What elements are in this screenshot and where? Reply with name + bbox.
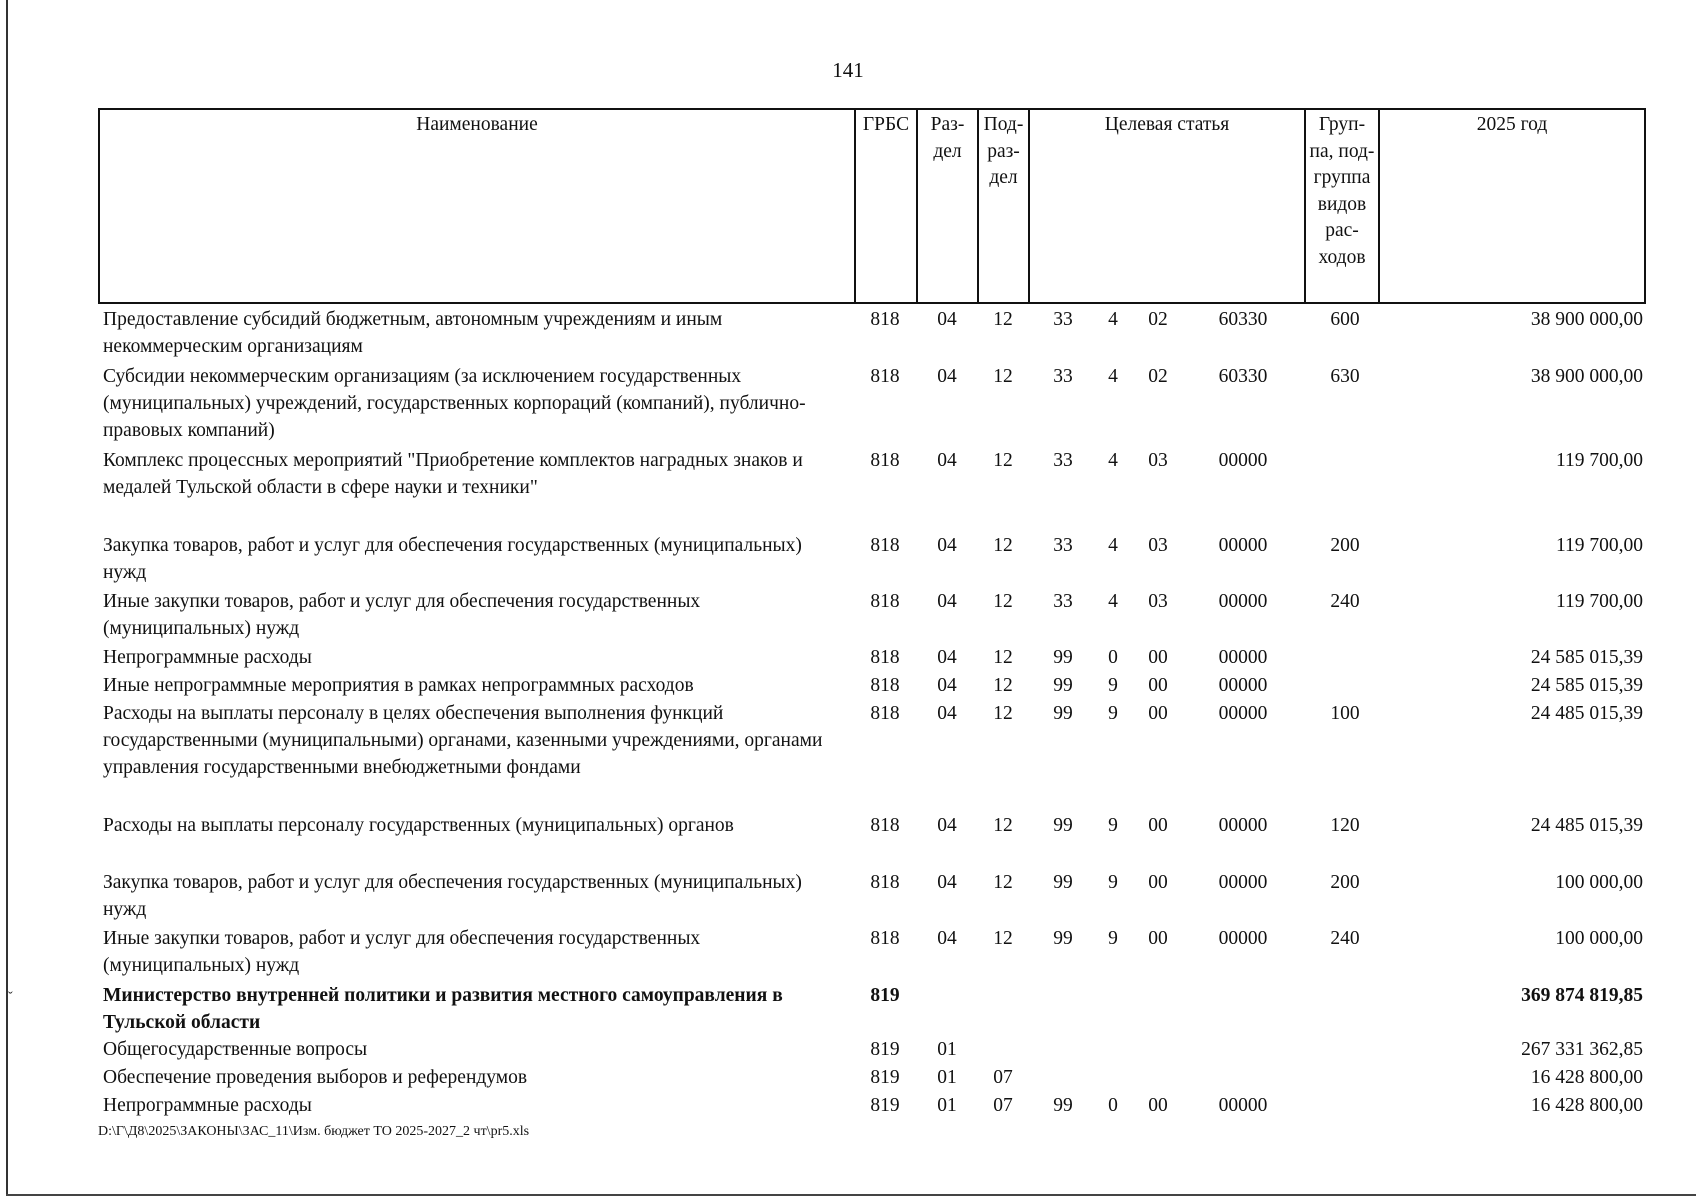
row-target-type: 9 (1108, 815, 1118, 836)
page-number: 141 (832, 58, 864, 82)
row-name: Иные непрограммные мероприятия в рамках непрограммных расходов (103, 675, 694, 696)
row-target-program: 33 (1053, 535, 1073, 556)
row-target-program: 99 (1053, 815, 1073, 836)
row-amount: 119 700,00 (1555, 535, 1643, 556)
header-razdel: Раз- дел (930, 114, 965, 162)
row-grbs: 818 (870, 815, 900, 836)
row-amount: 16 428 800,00 (1530, 1067, 1643, 1088)
row-grbs: 818 (870, 450, 900, 471)
row-razdel: 04 (937, 928, 957, 949)
row-name: Расходы на выплаты персоналу в целях обеспечения выполнения функций государственными (муниципальными) органами, казенными учреждениями, органами управления государственными внебюджетными фондами (103, 703, 823, 778)
row-expense-group: 630 (1330, 366, 1360, 387)
row-amount: 369 874 819,85 (1521, 985, 1643, 1006)
header-target-article: Целевая статья (1104, 114, 1230, 135)
header-grbs: ГРБС (862, 114, 910, 135)
row-name: Закупка товаров, работ и услуг для обеспечения государственных (муниципальных) нужд (103, 872, 802, 920)
page-frame-bottom (6, 1194, 1696, 1196)
row-target-program: 99 (1053, 703, 1073, 724)
row-target-program: 33 (1053, 366, 1073, 387)
row-target-program: 99 (1053, 1095, 1073, 1116)
row-target-block: 00 (1148, 815, 1168, 836)
row-razdel: 01 (937, 1067, 957, 1088)
row-podrazdel: 12 (993, 535, 1013, 556)
row-grbs: 818 (870, 928, 900, 949)
row-target-block: 00 (1148, 1095, 1168, 1116)
row-target-type: 4 (1108, 591, 1118, 612)
row-target-direction: 00000 (1218, 675, 1268, 696)
row-target-direction: 60330 (1218, 366, 1268, 387)
row-grbs: 818 (870, 591, 900, 612)
margin-mark: ˇ (8, 990, 13, 1005)
row-razdel: 04 (937, 703, 957, 724)
row-target-type: 9 (1108, 872, 1118, 893)
row-name: Иные закупки товаров, работ и услуг для обеспечения государственных (муниципальных) нужд (103, 591, 701, 639)
row-target-block: 02 (1148, 309, 1168, 330)
row-podrazdel: 12 (993, 366, 1013, 387)
row-target-block: 03 (1148, 591, 1168, 612)
row-grbs: 818 (870, 675, 900, 696)
header-expense-group: Груп- па, под- группа видов рас- ходов (1309, 114, 1375, 268)
row-expense-group: 240 (1330, 591, 1360, 612)
row-target-direction: 60330 (1218, 309, 1268, 330)
row-podrazdel: 12 (993, 703, 1013, 724)
row-expense-group: 100 (1330, 703, 1360, 724)
row-name: Министерство внутренней политики и развития местного самоуправления в Тульской области (103, 985, 783, 1033)
row-target-type: 4 (1108, 535, 1118, 556)
row-podrazdel: 12 (993, 309, 1013, 330)
row-name: Расходы на выплаты персоналу государственных (муниципальных) органов (103, 815, 734, 836)
row-razdel: 04 (937, 647, 957, 668)
row-name: Непрограммные расходы (103, 647, 312, 668)
row-amount: 100 000,00 (1555, 928, 1643, 949)
row-target-type: 4 (1108, 450, 1118, 471)
row-target-program: 33 (1053, 309, 1073, 330)
row-target-block: 00 (1148, 675, 1168, 696)
row-razdel: 01 (937, 1095, 957, 1116)
row-podrazdel: 12 (993, 675, 1013, 696)
row-name: Общегосударственные вопросы (103, 1039, 368, 1060)
row-target-block: 02 (1148, 366, 1168, 387)
row-target-program: 33 (1053, 591, 1073, 612)
row-target-direction: 00000 (1218, 535, 1268, 556)
row-name: Закупка товаров, работ и услуг для обеспечения государственных (муниципальных) нужд (103, 535, 802, 583)
row-podrazdel: 12 (993, 815, 1013, 836)
page-frame-left (6, 0, 8, 1196)
row-podrazdel: 12 (993, 872, 1013, 893)
row-target-type: 9 (1108, 675, 1118, 696)
row-amount: 24 485 015,39 (1530, 703, 1643, 724)
row-target-program: 99 (1053, 647, 1073, 668)
row-target-type: 4 (1108, 309, 1118, 330)
row-target-block: 03 (1148, 450, 1168, 471)
row-podrazdel: 12 (993, 647, 1013, 668)
row-name: Субсидии некоммерческим организациям (за исключением государственных (муниципальных) учреждений, государственных корпораций (компаний), публично-правовых компаний) (103, 366, 806, 441)
row-name: Обеспечение проведения выборов и референдумов (103, 1067, 528, 1088)
row-expense-group: 200 (1330, 872, 1360, 893)
row-amount: 24 585 015,39 (1530, 647, 1643, 668)
row-name: Непрограммные расходы (103, 1095, 312, 1116)
row-grbs: 818 (870, 535, 900, 556)
row-target-block: 00 (1148, 647, 1168, 668)
row-target-block: 00 (1148, 703, 1168, 724)
row-target-block: 00 (1148, 872, 1168, 893)
row-grbs: 818 (870, 872, 900, 893)
row-target-program: 99 (1053, 872, 1073, 893)
row-target-type: 9 (1108, 928, 1118, 949)
row-grbs: 819 (870, 985, 900, 1006)
row-grbs: 819 (870, 1039, 900, 1060)
row-amount: 119 700,00 (1555, 591, 1643, 612)
header-year: 2025 год (1476, 114, 1548, 135)
row-name: Иные закупки товаров, работ и услуг для обеспечения государственных (муниципальных) нужд (103, 928, 701, 976)
row-target-type: 4 (1108, 366, 1118, 387)
row-target-type: 9 (1108, 703, 1118, 724)
row-target-block: 03 (1148, 535, 1168, 556)
row-amount: 38 900 000,00 (1530, 366, 1643, 387)
row-target-direction: 00000 (1218, 1095, 1268, 1116)
header-podrazdel: Под- раз- дел (983, 114, 1024, 188)
row-podrazdel: 07 (993, 1095, 1013, 1116)
row-grbs: 819 (870, 1095, 900, 1116)
row-target-direction: 00000 (1218, 647, 1268, 668)
row-razdel: 04 (937, 450, 957, 471)
row-razdel: 04 (937, 591, 957, 612)
row-podrazdel: 12 (993, 928, 1013, 949)
row-target-block: 00 (1148, 928, 1168, 949)
row-amount: 119 700,00 (1555, 450, 1643, 471)
row-target-program: 99 (1053, 675, 1073, 696)
footer-file-path: D:\Г\Д8\2025\ЗАКОНЫ\ЗАС_11\Изм. бюджет ТО 2025-2027_2 чт\pr5.xls (98, 1124, 530, 1139)
row-grbs: 818 (870, 366, 900, 387)
row-expense-group: 240 (1330, 928, 1360, 949)
row-amount: 24 485 015,39 (1530, 815, 1643, 836)
row-name: Предоставление субсидий бюджетным, автономным учреждениям и иным некоммерческим организациям (103, 309, 723, 357)
row-grbs: 818 (870, 647, 900, 668)
row-target-program: 33 (1053, 450, 1073, 471)
row-target-direction: 00000 (1218, 928, 1268, 949)
row-grbs: 818 (870, 309, 900, 330)
header-name: Наименование (416, 114, 538, 135)
row-target-direction: 00000 (1218, 872, 1268, 893)
row-razdel: 04 (937, 872, 957, 893)
row-podrazdel: 12 (993, 450, 1013, 471)
row-podrazdel: 12 (993, 591, 1013, 612)
row-target-program: 99 (1053, 928, 1073, 949)
row-target-type: 0 (1108, 647, 1118, 668)
row-target-direction: 00000 (1218, 450, 1268, 471)
row-name: Комплекс процессных мероприятий "Приобретение комплектов наградных знаков и медалей Тульской области в сфере науки и техники" (103, 450, 803, 498)
row-grbs: 818 (870, 703, 900, 724)
row-podrazdel: 07 (993, 1067, 1013, 1088)
row-expense-group: 600 (1330, 309, 1360, 330)
row-target-type: 0 (1108, 1095, 1118, 1116)
row-razdel: 04 (937, 815, 957, 836)
row-razdel: 01 (937, 1039, 957, 1060)
row-razdel: 04 (937, 366, 957, 387)
row-razdel: 04 (937, 535, 957, 556)
row-expense-group: 200 (1330, 535, 1360, 556)
row-amount: 38 900 000,00 (1530, 309, 1643, 330)
row-expense-group: 120 (1330, 815, 1360, 836)
row-grbs: 819 (870, 1067, 900, 1088)
row-amount: 16 428 800,00 (1530, 1095, 1643, 1116)
row-target-direction: 00000 (1218, 591, 1268, 612)
row-razdel: 04 (937, 309, 957, 330)
row-amount: 100 000,00 (1555, 872, 1643, 893)
row-razdel: 04 (937, 675, 957, 696)
row-target-direction: 00000 (1218, 703, 1268, 724)
row-target-direction: 00000 (1218, 815, 1268, 836)
row-amount: 24 585 015,39 (1530, 675, 1643, 696)
row-amount: 267 331 362,85 (1521, 1039, 1643, 1060)
